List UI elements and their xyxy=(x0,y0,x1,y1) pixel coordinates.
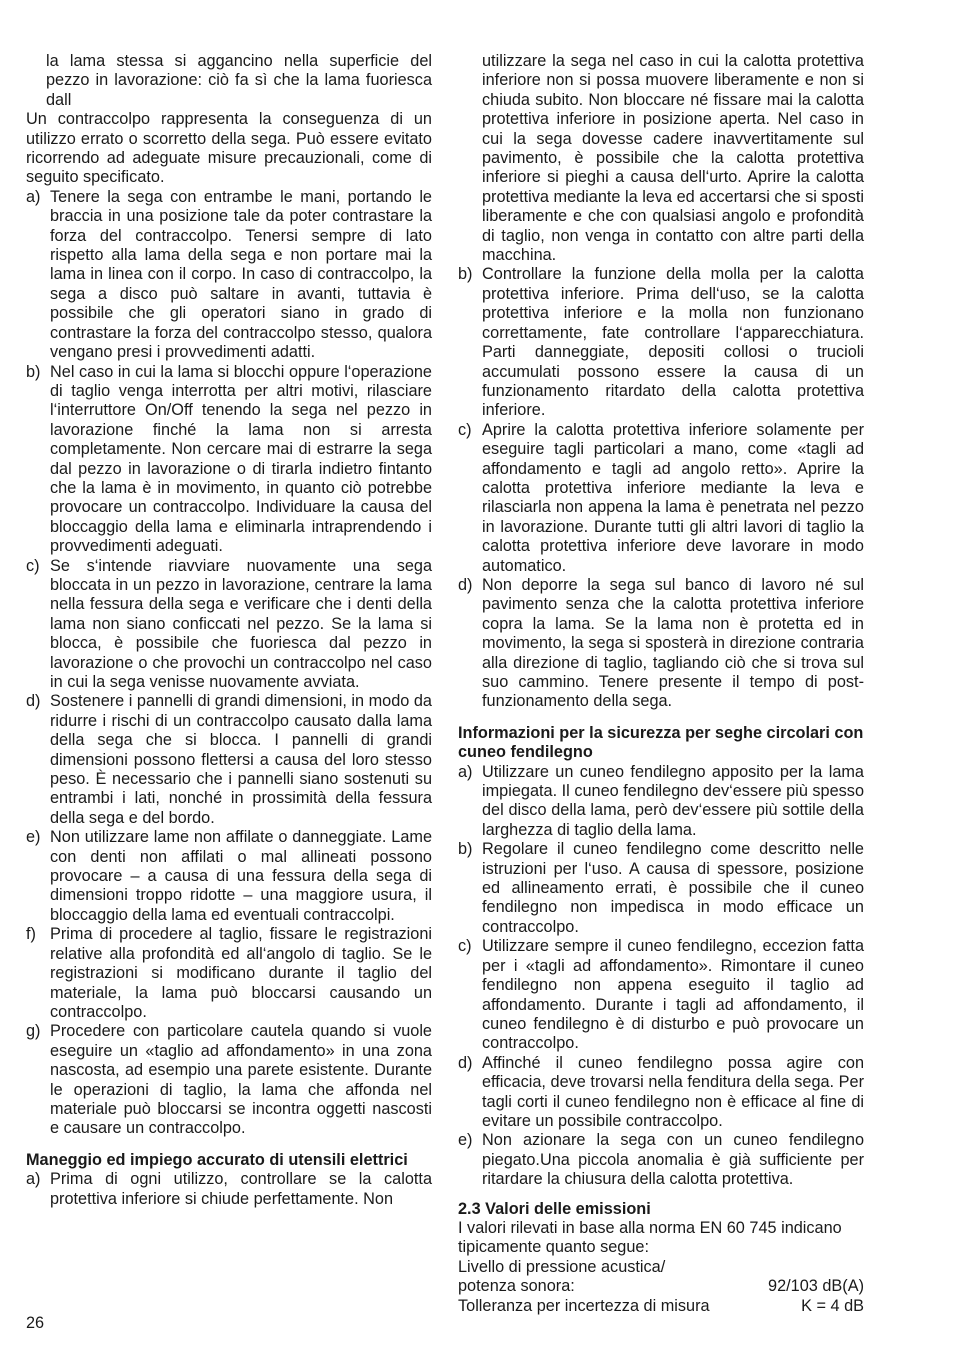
kickback-intro: Un contraccolpo rappresenta la conseguenza di un utilizzo errato o scorretto della sega. Può essere evitato ricorrendo ad adeguate misure precauzionali, come di seguito specificato. xyxy=(26,110,432,187)
list-item: c) Aprire la calotta protettiva inferiore solamente per eseguire tagli particolari a mano, come «tagli ad affondamento e tagli ad angolo retto». Aprire la calotta protettiva inferiore mediante la leva e rilasciarla non appena la lama è penetrata nel pezzo in lavorazione. Durante tutti gli altri lavori di taglio la calotta protettiva inferiore deve lavorare in modo automatico. xyxy=(458,420,864,575)
continuation-text: la lama stessa si aggancino nella superficie del pezzo in lavorazione: ciò fa sì che la lama fuoriesca dall xyxy=(46,52,432,109)
sound-row xyxy=(458,1277,864,1296)
list-item: c) Utilizzare sempre il cuneo fendilegno, eccezion fatta per i «tagli ad affondamento». Rimontare il cuneo fendilegno non appena eseguito il taglio ad affondamento. Durante i tagli ad affondamento, il cuneo fendilegno è di disturbo e può provocare un contraccolpo. xyxy=(458,937,864,1053)
list-item: b) Nel caso in cui la lama si blocchi oppure l‘operazione di taglio venga interrotta per altri motivi, rilasciare l‘interruttore On/Off tenendo la sega nel pezzo in lavorazione finché la lama non si arresta completamente. Non cercare mai di estrarre la sega dal pezzo in lavorazione o di tirarla indietro fintanto che la lama è in movimento, in quanto ciò potrebbe provocare un contraccolpo. Individuare la causa del bloccaggio della lama e eliminarla intraprendendo i provvedimenti adeguati. xyxy=(26,362,432,556)
list-item: d) Affinché il cuneo fendilegno possa agire con efficacia, deve trovarsi nella fenditura della sega. Per tagli corti il cuneo fendilegno non è efficace al fine di evitare un possibile contraccolpo. xyxy=(458,1053,864,1130)
list-item: e) Non azionare la sega con un cuneo fendilegno piegato.Una piccola anomalia è già sufficiente per ritardare la chiusura della calotta protettiva. xyxy=(458,1131,864,1189)
sound-label-2: potenza sonora: xyxy=(458,1277,575,1296)
list-item: d) Non deporre la sega sul banco di lavoro né sul pavimento senza che la calotta protettiva inferiore copra la lama. Se la lama non è protetta ed in movimento, la sega si sposterà in direzione contraria alla direzione di taglio, tagliando ciò che si trova sul suo cammino. Tenere presente il tempo di post-funzionamento della sega. xyxy=(458,575,864,711)
continuation-text: utilizzare la sega nel caso in cui la calotta protettiva inferiore non si possa muovere liberamente e non si chiuda subito. Non bloccare né fissare mai la calotta protettiva inferiore in posizione aperta. Nel caso in cui la sega dovesse cadere inavvertitamente sul pavimento, è possibile che la calotta protettiva inferiore si pieghi a causa dell‘urto. Aprire la calotta protettiva mediante la leva ed accertarsi che si sposti liberamente e che con qualsiasi angolo e profondità di taglio, non venga in contatto con altre parti della macchina. xyxy=(482,52,864,265)
list-item: c) Se s‘intende riavviare nuovamente una sega bloccata in un pezzo in lavorazione, centrare la lama nella fessura della sega e verificare che i denti della lama non siano conficcati nel pezzo. Se la lama si blocca, è possibile che fuoriesca dal pezzo in lavorazione o che provochi un contraccolpo nel caso in cui la sega venisse nuovamente avviata. xyxy=(26,556,432,691)
page-number: 26 xyxy=(26,1314,45,1332)
list-item: a) Tenere la sega con entrambe le mani, portando le braccia in una posizione tale da poter contrastare la forza del contraccolpo. Tenersi sempre di lato rispetto alla lama della sega e non portare mai la lama in linea con il corpo. In caso di contraccolpo, la sega a disco può saltare in avanti, tuttavia è possibile che gli operatori siano in grado di contrastare la forza del contraccolpo stesso, qualora vengano presi i provvedimenti adatti. xyxy=(26,187,432,362)
left-column xyxy=(26,52,432,1209)
list-item: g) Procedere con particolare cautela quando si vuole eseguire un «taglio ad affondamento» in una zona nascosta, ad esempio una parete esistente. Durante le operazioni di taglio, la lama che affonda nel materiale può bloccarsi se incontra oggetti nascosti e causare un contraccolpo. xyxy=(26,1022,432,1138)
sound-value: 92/103 dB(A) xyxy=(768,1277,864,1296)
list-item: f) Prima di procedere al taglio, fissare le registrazioni relative alla profondità ed all‘angolo di taglio. Se le registrazioni si modificano durante il taglio del materiale, la lama può bloccarsi causando un contraccolpo. xyxy=(26,925,432,1021)
right-column xyxy=(458,52,864,1316)
sound-label: Livello di pressione acustica/ xyxy=(458,1257,666,1276)
list-item: a) Utilizzare un cuneo fendilegno apposito per la lama impiegata. Il cuneo fendilegno dev‘essere più spesso del disco della lama, però dev‘essere più sottile della larghezza di taglio della lama. xyxy=(458,762,864,839)
emissions-intro: I valori rilevati in base alla norma EN 60 745 indicano tipicamente quanto segue: xyxy=(458,1218,842,1257)
emissions-heading: 2.3 Valori delle emissioni xyxy=(458,1199,651,1218)
list-item: b) Regolare il cuneo fendilegno come descritto nelle istruzioni per l‘uso. A causa di spessore, posizione ed allineamento errati, è possibile che il cuneo fendilegno non impedisca in modo efficace un contraccolpo. xyxy=(458,840,864,936)
list-item: e) Non utilizzare lame non affilate o danneggiate. Lame con denti non affilati o mal allineati possono provocare – a causa di una fessura della sega di dimensioni troppo ridotte – una maggiore usura, il bloccaggio della lama ed eventuali contraccolpi. xyxy=(26,828,432,924)
list-item: a) Prima di ogni utilizzo, controllare se la calotta protettiva inferiore si chiude perfettamente. Non xyxy=(26,1170,432,1208)
list-item: d) Sostenere i pannelli di grandi dimensioni, in modo da ridurre i rischi di un contraccolpo causato dalla lama della sega che si blocca. I pannelli di grandi dimensioni possono flettersi a causa del loro stesso peso. È necessario che i pannelli siano sostenuti su entrambi i lati, nonché in prossimità della fessura della sega e del bordo. xyxy=(26,692,432,827)
tolerance-value: K = 4 dB xyxy=(801,1296,864,1315)
list-item: b) Controllare la funzione della molla per la calotta protettiva inferiore. Prima dell‘uso, se la calotta protettiva inferiore e la molla non funzionano correttamente, fate controllare l‘apparecchiatura. Parti danneggiate, depositi collosi o trucioli accumulati possono essere la causa di un funzionamento ritardato della calotta protettiva inferiore. xyxy=(458,265,864,420)
tolerance-label: Tolleranza per incertezza di misura xyxy=(458,1296,710,1315)
section-heading: Informazioni per la sicurezza per seghe circolari con cuneo fendilegno xyxy=(458,723,864,762)
section-heading: Maneggio ed impiego accurato di utensili elettrici xyxy=(26,1150,408,1169)
tolerance-row xyxy=(458,1297,864,1316)
